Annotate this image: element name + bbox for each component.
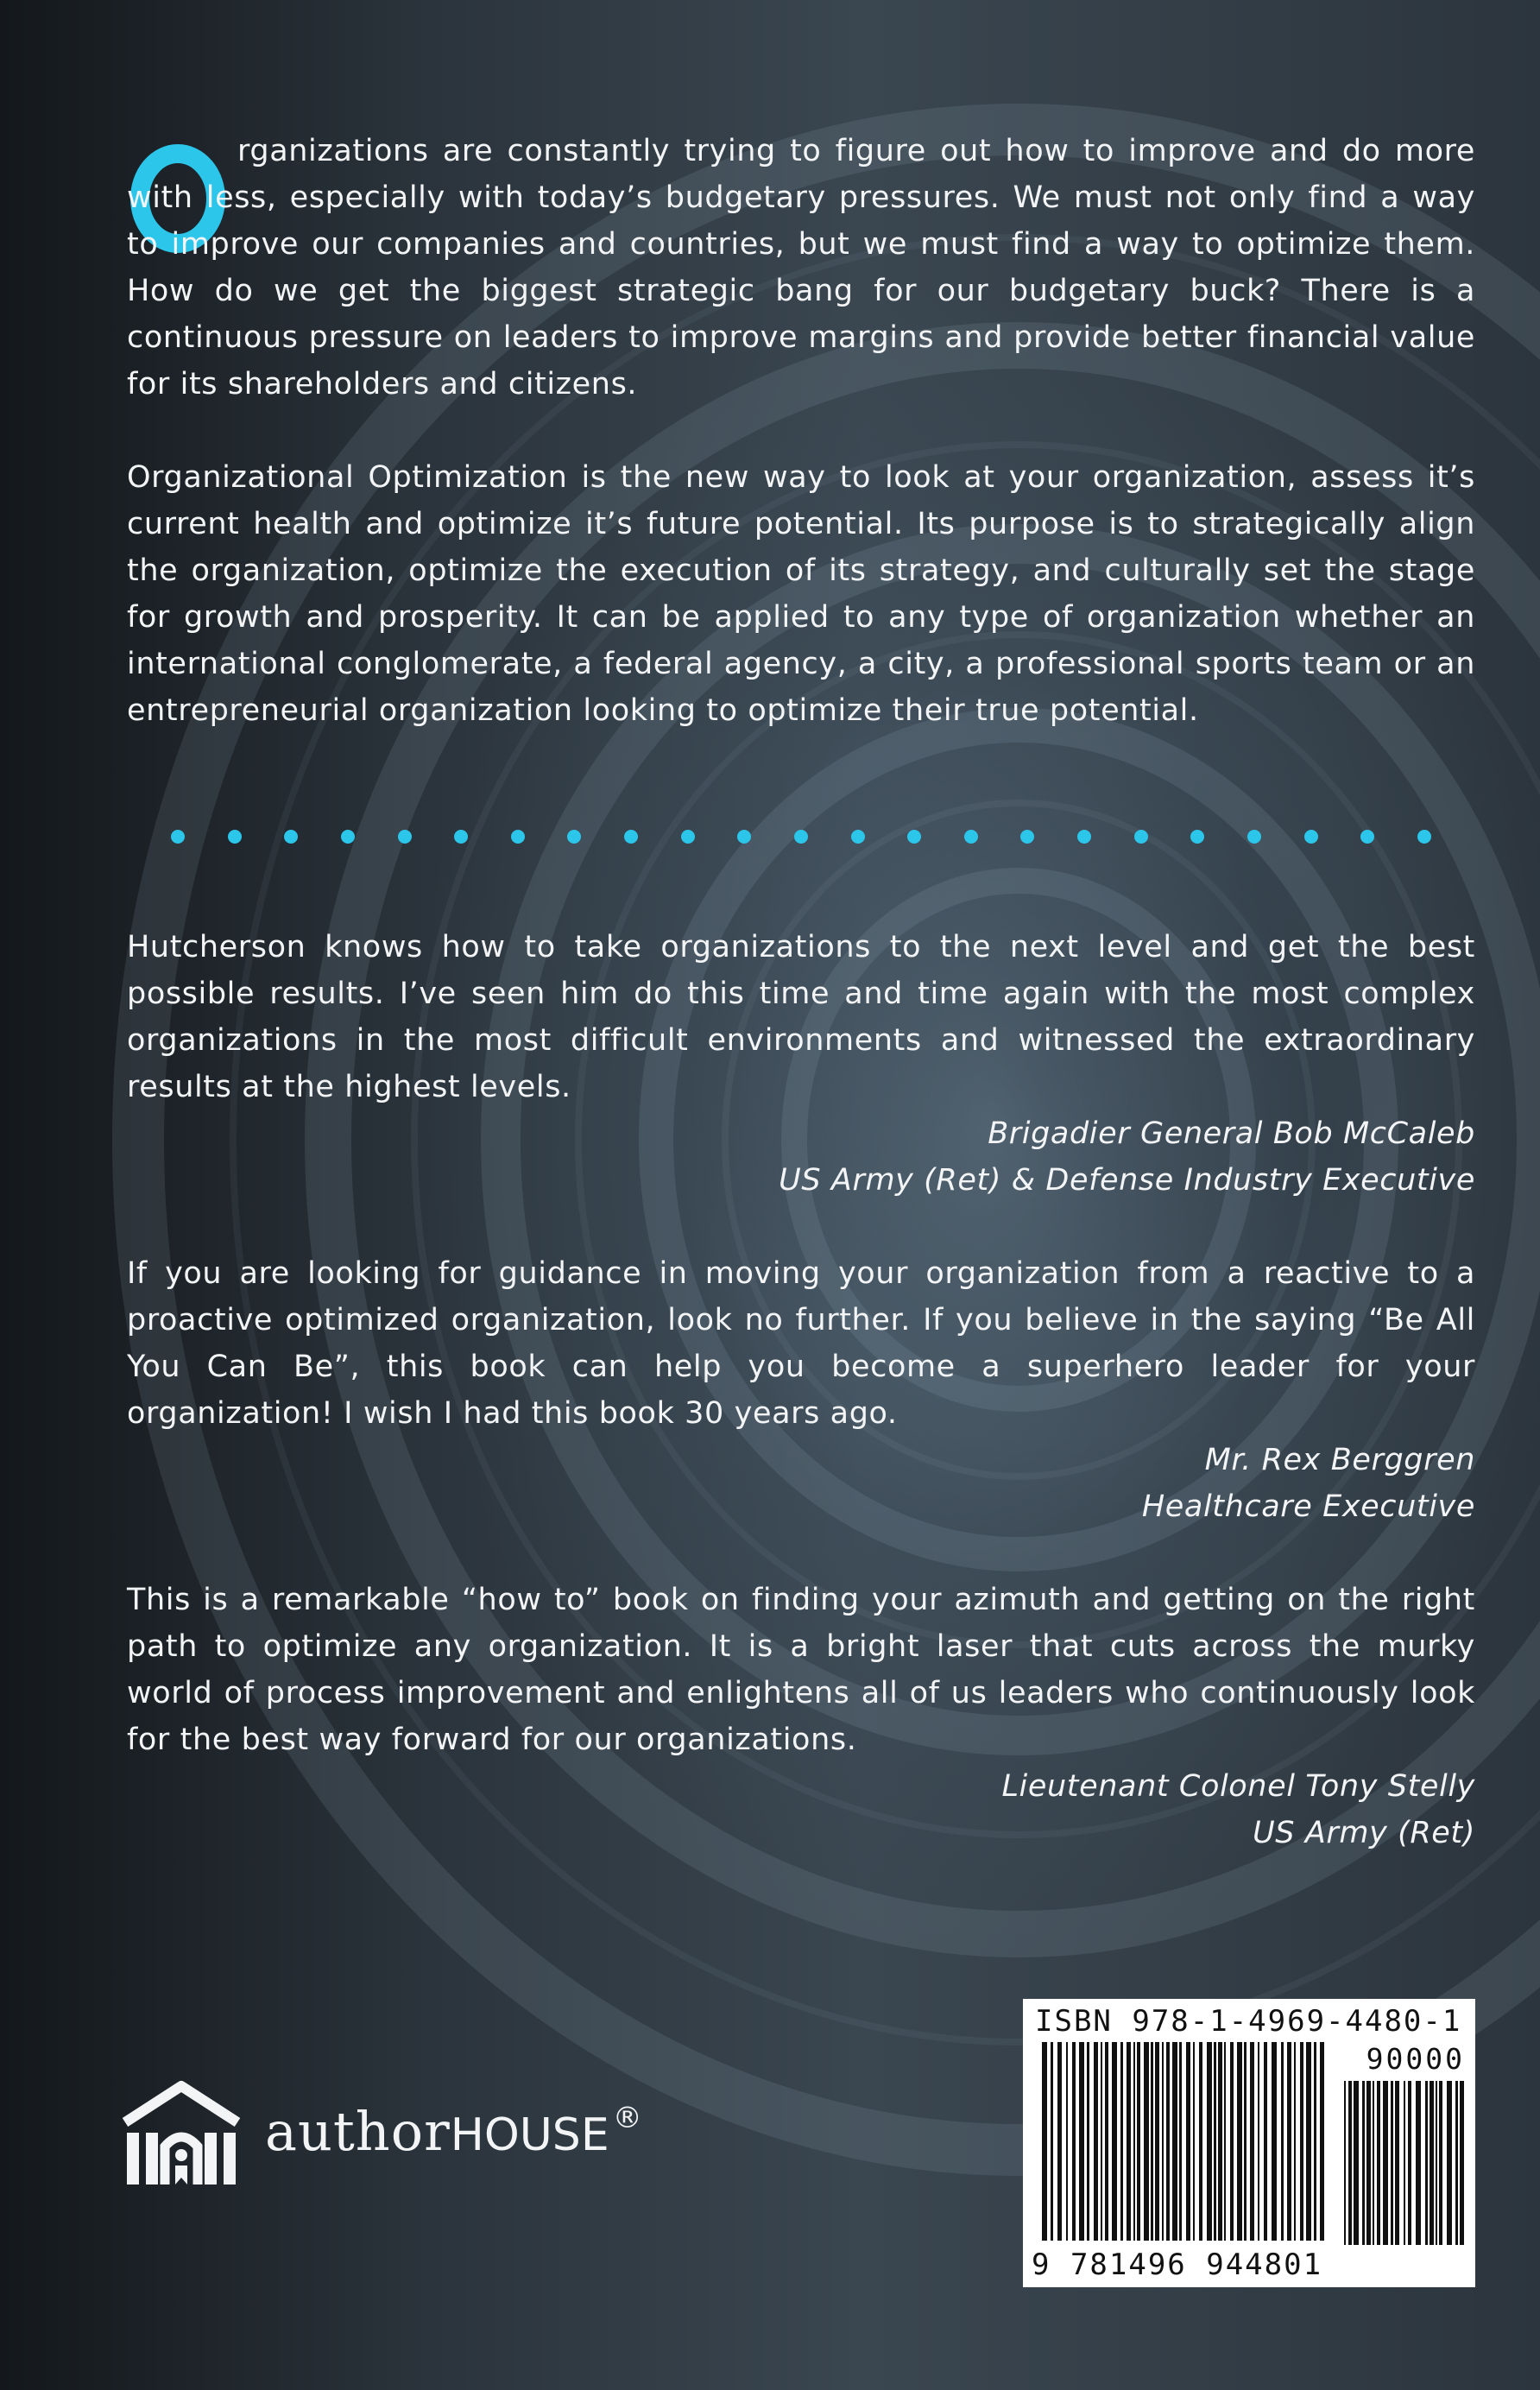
barcode-bar: [1314, 2042, 1316, 2241]
barcode-bar: [1230, 2042, 1234, 2241]
barcode-bar: [1377, 2081, 1380, 2245]
barcode-bar: [1057, 2042, 1062, 2241]
divider-dot: [567, 830, 581, 844]
barcode-bar: [1306, 2042, 1311, 2241]
barcode-bar: [1151, 2042, 1153, 2241]
divider-dot: [454, 830, 468, 844]
barcode-bar: [1066, 2042, 1068, 2241]
testimonial-author-title: US Army (Ret) & Defense Industry Executive: [779, 1163, 1475, 1198]
barcode-bar: [1362, 2081, 1365, 2245]
testimonial-quote: This is a remarkable “how to” book on finding your azimuth and getting on the right path to optimize any organization. It is a bright laser that cuts across the murky world of process improvement and enlightens all of us leaders who continuously look for the best way forward for our organizations.: [127, 1583, 1475, 1757]
barcode-bar: [1272, 2042, 1277, 2241]
barcode-bar: [1416, 2081, 1421, 2245]
barcode-bar: [1344, 2081, 1346, 2245]
divider-dot: [1360, 830, 1374, 844]
barcode-bar: [1193, 2042, 1195, 2241]
barcode-bar: [1112, 2042, 1117, 2241]
divider-dot: [1190, 830, 1204, 844]
barcode-bar: [1408, 2081, 1411, 2245]
barcode-bar: [1166, 2042, 1170, 2241]
barcode-bar: [1101, 2042, 1102, 2241]
authorhouse-logo-icon: [117, 2079, 246, 2191]
barcode-bar: [1094, 2042, 1098, 2241]
registered-mark: ®: [612, 2101, 643, 2135]
divider-dot: [1247, 830, 1261, 844]
barcode-bar: [1072, 2042, 1076, 2241]
testimonial-1: [127, 924, 1475, 1204]
divider-dot: [284, 830, 298, 844]
barcode-bar: [1079, 2042, 1084, 2241]
barcode-bar: [1373, 2081, 1374, 2245]
publisher-name-part1: author: [265, 2100, 451, 2163]
barcode-bar: [1320, 2042, 1324, 2241]
divider-dot: [228, 830, 242, 844]
testimonial-author: Mr. Rex Berggren: [1204, 1443, 1475, 1477]
divider-dot: [1417, 830, 1431, 844]
barcode-bar: [1162, 2042, 1164, 2241]
barcode-bar: [1354, 2081, 1359, 2245]
barcode-bar: [1042, 2042, 1047, 2241]
barcode-bar: [1120, 2042, 1123, 2241]
barcode-bar: [1199, 2042, 1202, 2241]
publisher-logo: [117, 2079, 738, 2191]
barcode-bar: [1383, 2081, 1388, 2245]
barcode-bars: [1042, 2042, 1327, 2241]
divider-dot: [511, 830, 525, 844]
isbn-barcode: [1023, 1999, 1475, 2287]
divider-dot: [737, 830, 751, 844]
barcode-bar: [1430, 2081, 1434, 2245]
testimonial-author-title: US Army (Ret): [1253, 1816, 1475, 1850]
divider-dot: [681, 830, 695, 844]
barcode-bar: [1237, 2042, 1242, 2241]
barcode-bar: [1214, 2042, 1216, 2241]
barcode-digits: 9 781496 944801: [1032, 2248, 1323, 2282]
divider-dot: [171, 830, 185, 844]
barcode-bar: [1051, 2042, 1053, 2241]
publisher-name: [265, 2100, 643, 2163]
dot-divider: [171, 828, 1431, 845]
divider-dot: [1304, 830, 1318, 844]
barcode-bar: [1264, 2042, 1267, 2241]
barcode-bar: [1207, 2042, 1212, 2241]
isbn-label: ISBN 978-1-4969-4480-1: [1035, 2004, 1462, 2039]
testimonial-quote: If you are looking for guidance in moving your organization from a reactive to a proactive optimized organization, look no further. If you believe in the saying “Be All You Can Be”, this book can help you become a superhero leader for your organization! I wish I had this book 30 years ago.: [127, 1256, 1475, 1431]
barcode-bar: [1172, 2042, 1177, 2241]
divider-dot: [398, 830, 412, 844]
barcode-bar: [1294, 2042, 1296, 2241]
divider-dot: [964, 830, 978, 844]
barcode-bar: [1224, 2042, 1226, 2241]
barcode-bar: [1460, 2081, 1464, 2245]
barcode-addon-bars: [1344, 2081, 1465, 2245]
barcode-bar: [1218, 2042, 1222, 2241]
barcode-bar: [1404, 2081, 1405, 2245]
intro-paragraph-1-text: rganizations are constantly trying to figure out how to improve and do more with less, especially with today’s budgetary pressures. We must not only find a way to improve our companies and countries, but we must find a way to optimize them. How do we get the biggest strategic bang for our budgetary buck? There is a continuous pressure on leaders to improve margins and provide better financial value for its shareholders and citizens.: [127, 134, 1475, 401]
divider-dot: [1077, 830, 1091, 844]
testimonial-author: Brigadier General Bob McCaleb: [988, 1116, 1475, 1151]
barcode-bar: [1244, 2042, 1247, 2241]
barcode-bar: [1179, 2042, 1182, 2241]
barcode-bar: [1250, 2042, 1254, 2241]
barcode-bar: [1455, 2081, 1458, 2245]
testimonial-quote: Hutcherson knows how to take organizations to the next level and get the best possible results. I’ve seen him do this time and time again with the most complex organizations in the most difficult environments and witnessed the extraordinary results at the highest levels.: [127, 930, 1475, 1104]
barcode-bar: [1087, 2042, 1089, 2241]
barcode-bar: [1281, 2042, 1284, 2241]
barcode-bar: [1425, 2081, 1428, 2245]
barcode-bar: [1391, 2081, 1393, 2245]
barcode-bar: [1258, 2042, 1259, 2241]
divider-dot: [794, 830, 808, 844]
divider-dot: [624, 830, 638, 844]
barcode-bar: [1366, 2081, 1371, 2245]
testimonial-author: Lieutenant Colonel Tony Stelly: [1001, 1769, 1475, 1804]
publisher-name-part2: HOUSE: [450, 2109, 609, 2161]
barcode-bar: [1133, 2042, 1135, 2241]
barcode-bar: [1137, 2042, 1140, 2241]
testimonial-2: [127, 1250, 1475, 1530]
barcode-bar: [1105, 2042, 1108, 2241]
barcode-bar: [1155, 2042, 1159, 2241]
testimonial-3: [127, 1577, 1475, 1856]
divider-dot: [1020, 830, 1034, 844]
barcode-bar: [1287, 2042, 1291, 2241]
intro-paragraph-1: [127, 128, 1475, 408]
intro-paragraph-2: [127, 454, 1475, 734]
barcode-addon-price: 90000: [1366, 2042, 1465, 2076]
barcode-bar: [1127, 2042, 1131, 2241]
divider-dot: [341, 830, 355, 844]
divider-dot: [1134, 830, 1148, 844]
barcode-bar: [1348, 2081, 1352, 2245]
testimonial-author-title: Healthcare Executive: [1141, 1489, 1475, 1524]
barcode-bar: [1447, 2081, 1452, 2245]
barcode-bar: [1436, 2081, 1437, 2245]
barcode-bar: [1395, 2081, 1399, 2245]
barcode-bar: [1186, 2042, 1190, 2241]
divider-dot: [907, 830, 921, 844]
intro-paragraph-2-text: Organizational Optimization is the new way to look at your organization, assess it’s current health and optimize it’s future potential. Its purpose is to strategically align the organization, optimize the execution of its strategy, and culturally set the stage for growth and prosperity. It can be applied to any type of organization whether an international conglomerate, a federal agency, a city, a professional sports team or an entrepreneurial organization looking to optimize their true potential.: [127, 460, 1475, 728]
barcode-bar: [1144, 2042, 1149, 2241]
barcode-bar: [1300, 2042, 1303, 2241]
barcode-bar: [1439, 2081, 1442, 2245]
divider-dot: [851, 830, 865, 844]
